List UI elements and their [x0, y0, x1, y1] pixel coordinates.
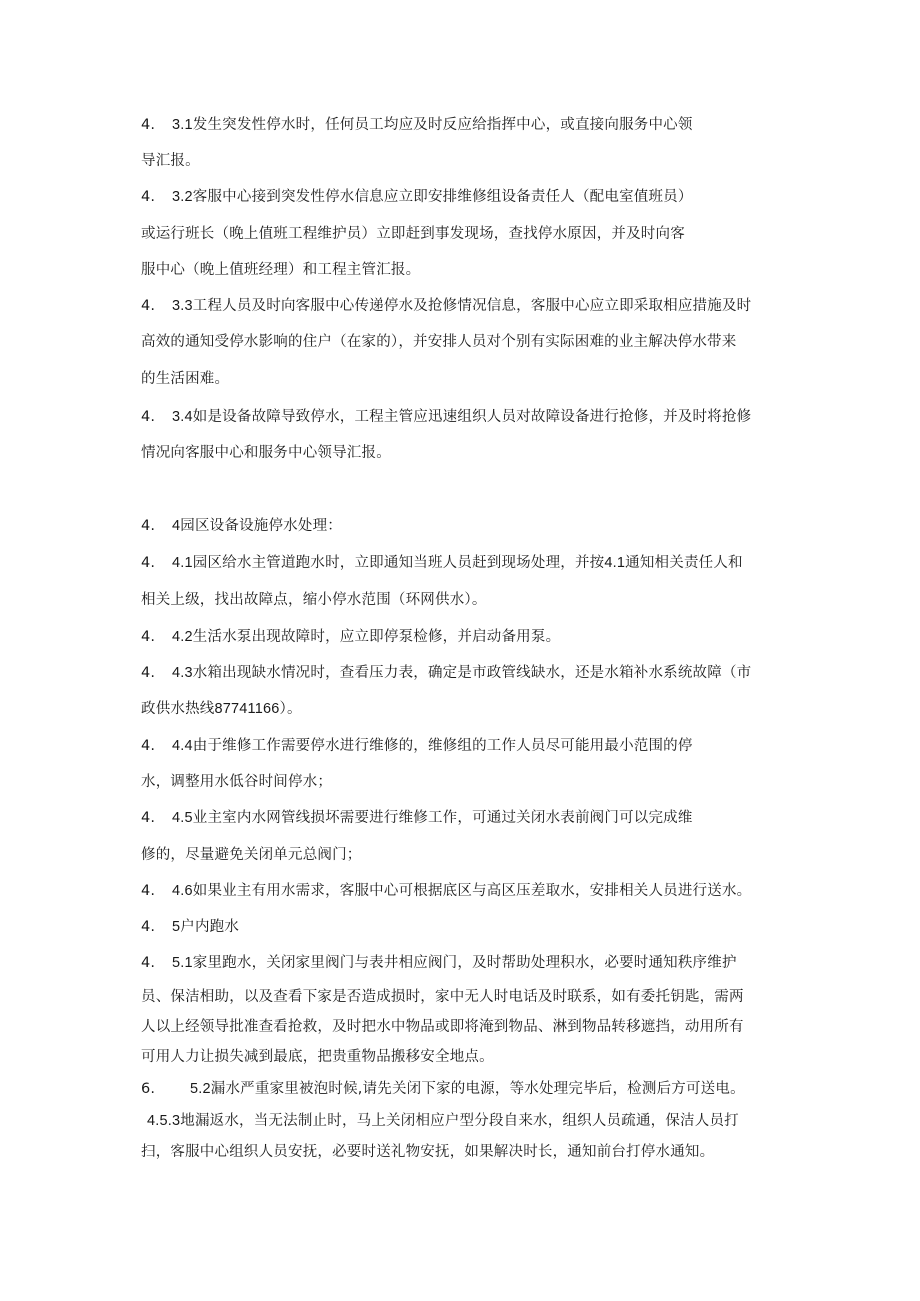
- list-prefix: 4.: [141, 298, 156, 314]
- para-3-4-line1: [141, 408, 751, 426]
- para-3-3-line3: 的生活困难。: [141, 371, 230, 387]
- para-3-4-line2: 情况向客服中心和服务中心领导汇报。: [141, 445, 391, 461]
- list-prefix: 4.: [141, 738, 156, 754]
- para-4-6-line1: [141, 882, 751, 900]
- para-4-5-line2: 修的，尽量避免关闭单元总阀门；: [141, 847, 362, 863]
- para-5-1-line4: 可用人力让损失减到最底，把贵重物品搬移安全地点。: [141, 1049, 494, 1065]
- para-3-3-line2: 高效的通知受停水影响的住户（在家的），并安排人员对个别有实际困难的业主解决停水带来: [141, 334, 737, 350]
- para-3-2-line2: 或运行班长（晚上值班工程维护员）立即赶到事发现场，查找停水原因，并及时向客: [141, 226, 685, 242]
- list-prefix: 4.: [141, 955, 156, 971]
- item-code: 4.4: [172, 738, 193, 754]
- item-code: 4.6: [172, 883, 193, 899]
- para-4-3-line1: [141, 664, 751, 682]
- para-3-1-line1: [141, 116, 693, 134]
- para-5-3-line1: [147, 1112, 739, 1130]
- section-reference: 4.1: [604, 555, 626, 571]
- list-prefix: 4.: [141, 189, 156, 205]
- item-text: 客服中心接到突发性停水信息应立即安排维修组设备责任人（配电室值班员）: [192, 189, 693, 205]
- item-code: 5: [172, 919, 181, 935]
- para-5-1-line1: [141, 954, 737, 972]
- item-code: 4.3: [172, 665, 193, 681]
- item-code: 4.5: [172, 810, 193, 826]
- para-4-3-line2: [141, 700, 302, 718]
- list-prefix: 4.: [141, 629, 156, 645]
- para-4-2-line1: [141, 628, 560, 646]
- para-3-1-line2: 导汇报。: [141, 153, 200, 169]
- item-code: 4.5.3: [147, 1113, 181, 1129]
- item-text: 如果业主有用水需求，客服中心可根据底区与高区压差取水，安排相关人员进行送水。: [192, 883, 752, 899]
- item-text: ）。: [279, 701, 302, 717]
- para-4-4-line1: [141, 737, 693, 755]
- item-text: 工程人员及时向客服中心传递停水及抢修情况信息，客服中心应立即采取相应措施及时: [192, 298, 752, 314]
- list-prefix: 4.: [141, 409, 156, 425]
- hotline-number: 87741166: [214, 701, 280, 717]
- heading-text: 园区设备设施停水处理：: [180, 518, 342, 534]
- list-prefix: 4.: [141, 518, 156, 534]
- item-text: 通知相关责任人和: [625, 555, 743, 571]
- list-prefix: 4.: [141, 883, 156, 899]
- item-code: 3.3: [172, 298, 193, 314]
- para-5-2-line1: [141, 1080, 745, 1098]
- para-3-2-line3: 服中心（晚上值班经理）和工程主管汇报。: [141, 262, 421, 278]
- para-5-3-line2: 扫，客服中心组织人员安抚，必要时送礼物安抚，如果解决时长，通知前台打停水通知。: [141, 1144, 715, 1160]
- list-prefix: 4.: [141, 919, 156, 935]
- para-4-5-line1: [141, 809, 693, 827]
- heading-text: 户内跑水: [180, 919, 240, 935]
- item-text: 漏水严重家里被泡时候,请先关闭下家的电源，等水处理完毕后，检测后方可送电。: [210, 1081, 745, 1097]
- para-4-1-line1: [141, 554, 743, 572]
- item-text: 发生突发性停水时，任何员工均应及时反应给指挥中心，或直接向服务中心领: [192, 117, 693, 133]
- item-code: 3.2: [172, 189, 193, 205]
- para-4-1-line2: 相关上级，找出故障点，缩小停水范围（环网供水）。: [141, 592, 487, 608]
- section-4-heading: [141, 517, 342, 535]
- para-5-1-line3: 人以上经领导批准查看抢救，及时把水中物品或即将淹到物品、淋到物品转移遮挡，动用所有: [141, 1019, 744, 1035]
- item-text: 如是设备故障导致停水，工程主管应迅速组织人员对故障设备进行抢修，并及时将抢修: [192, 409, 752, 425]
- item-code: 5.1: [172, 955, 193, 971]
- item-code: 4.1: [172, 555, 193, 571]
- item-text: 由于维修工作需要停水进行维修的，维修组的工作人员尽可能用最小范围的停: [192, 738, 693, 754]
- para-3-3-line1: [141, 297, 751, 315]
- para-5-1-line2: 员、保洁相助，以及查看下家是否造成损时，家中无人时电话及时联系，如有委托钥匙，需两: [141, 989, 744, 1005]
- item-text: 政供水热线: [141, 701, 215, 717]
- list-prefix: 4.: [141, 555, 156, 571]
- item-text: 业主室内水网管线损坏需要进行维修工作，可通过关闭水表前阀门可以完成维: [192, 810, 693, 826]
- item-text: 园区给水主管道跑水时，立即通知当班人员赶到现场处理，并按: [192, 555, 605, 571]
- item-text: 生活水泵出现故障时，应立即停泵检修，并启动备用泵。: [192, 629, 561, 645]
- item-code: 3.1: [172, 117, 193, 133]
- item-text: 水箱出现缺水情况时，查看压力表，确定是市政管线缺水，还是水箱补水系统故障（市: [192, 665, 752, 681]
- item-code: 3.4: [172, 409, 193, 425]
- item-text: 家里跑水，关闭家里阀门与表井相应阀门，及时帮助处理积水，必要时通知秩序维护: [192, 955, 737, 971]
- section-5-heading: [141, 918, 239, 936]
- list-prefix: 4.: [141, 810, 156, 826]
- list-prefix: 6.: [141, 1081, 156, 1097]
- item-code: 4: [172, 518, 181, 534]
- item-code: 4.2: [172, 629, 193, 645]
- para-3-2-line1: [141, 188, 693, 206]
- list-prefix: 4.: [141, 117, 156, 133]
- item-code: 5.2: [190, 1081, 211, 1097]
- item-text: 地漏返水，当无法制止时，马上关闭相应户型分段自来水，组织人员疏通，保洁人员打: [180, 1113, 739, 1129]
- para-4-4-line2: 水，调整用水低谷时间停水；: [141, 774, 333, 790]
- list-prefix: 4.: [141, 665, 156, 681]
